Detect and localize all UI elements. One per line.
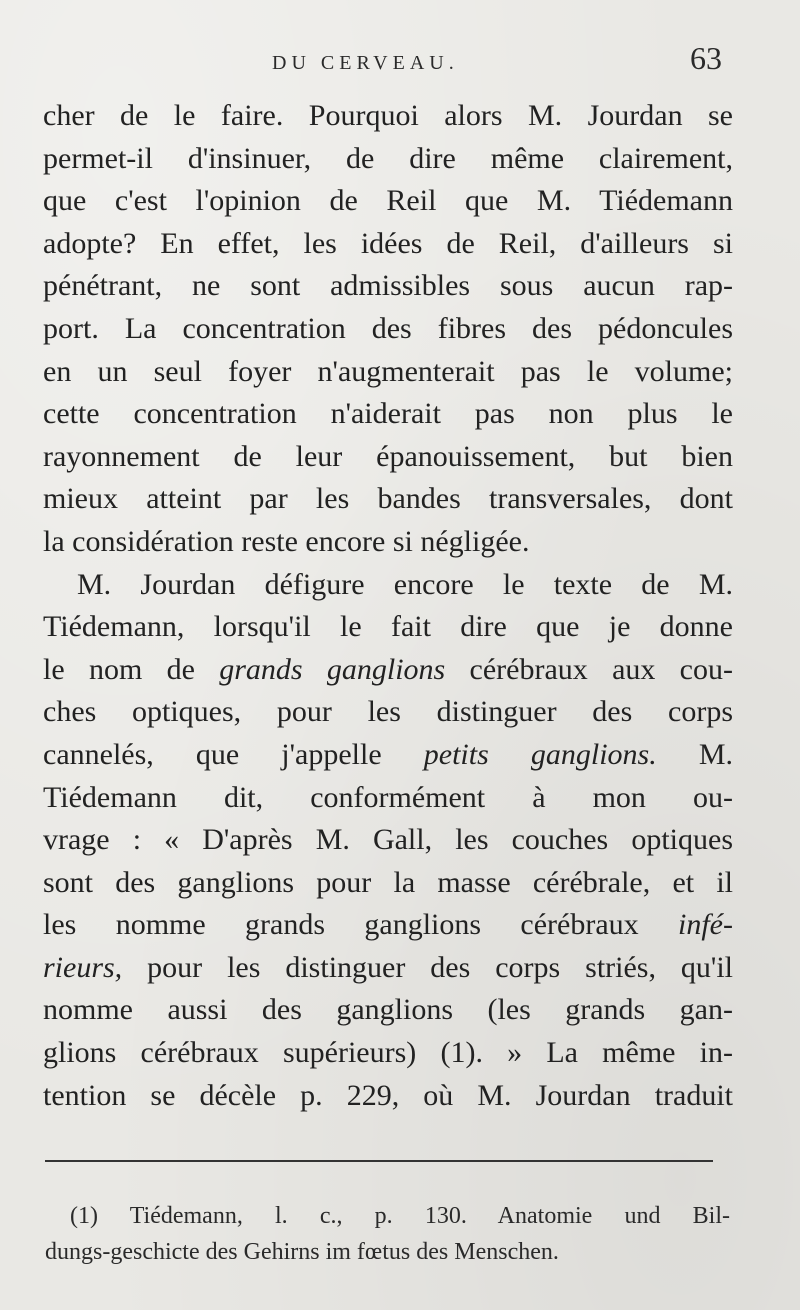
text-line: glions cérébraux supérieurs) (1). » La même in- [43,1036,733,1070]
text-line: permet-il d'insinuer, de dire même clairement, [43,141,733,175]
text-line: cette concentration n'aiderait pas non plus le [43,397,733,431]
text-line: que c'est l'opinion de Reil que M. Tiédemann [43,184,733,218]
text-line: Tiédemann dit, conformément à mon ou- [43,780,733,814]
text-line [43,947,733,990]
text-line: la considération reste encore si négligée. [43,524,530,558]
text-run: M. [656,737,733,771]
footnote-rule [45,1160,713,1162]
footnote [45,1198,730,1270]
text-line [43,734,733,777]
footnote-line: dungs-geschicte des Gehirns im fœtus des Menschen. [45,1239,559,1265]
text-line: pénétrant, ne sont admissibles sous aucun rap- [43,269,733,303]
page-header [0,38,800,88]
text-line: nomme aussi des ganglions (les grands gan- [43,993,733,1027]
text-line: cher de le faire. Pourquoi alors M. Jourdan se [43,99,733,132]
italic-term: grands ganglions [219,652,446,686]
text-run: cannelés, que j'appelle [43,737,424,771]
text-line: sont des ganglions pour la masse cérébrale, et il [43,865,733,899]
text-line [43,904,733,947]
text-line: mieux atteint par les bandes transversales, dont [43,482,733,516]
text-line [43,649,733,692]
footnote-line: (1) Tiédemann, l. c., p. 130. Anatomie und Bil- [70,1203,730,1229]
text-line: en un seul foyer n'augmenterait pas le volume; [43,354,733,388]
text-line: rayonnement de leur épanouissement, but bien [43,439,733,473]
running-title: DU CERVEAU. [272,52,459,74]
body-text [43,95,733,1117]
text-line: adopte? En effet, les idées de Reil, d'ailleurs si [43,226,733,260]
text-line: tention se décèle p. 229, où M. Jourdan traduit [43,1078,733,1112]
italic-term: petits ganglions. [423,737,657,771]
text-run: pour les distinguer des corps striés, qu'il [122,950,733,984]
text-line: ches optiques, pour les distinguer des corps [43,695,733,729]
italic-term: infé- [678,908,733,942]
italic-term: rieurs, [43,950,123,984]
text-run: les nomme grands ganglions cérébraux [43,908,679,942]
text-line: Tiédemann, lorsqu'il le fait dire que je donne [43,610,733,644]
text-line: port. La concentration des fibres des pédoncules [43,311,733,345]
page-number: 63 [690,40,722,76]
text-line: M. Jourdan défigure encore le texte de M. [77,567,733,601]
text-run: le nom de [43,652,220,686]
text-run: cérébraux aux cou- [445,652,733,686]
text-line: vrage : « D'après M. Gall, les couches optiques [43,823,733,857]
